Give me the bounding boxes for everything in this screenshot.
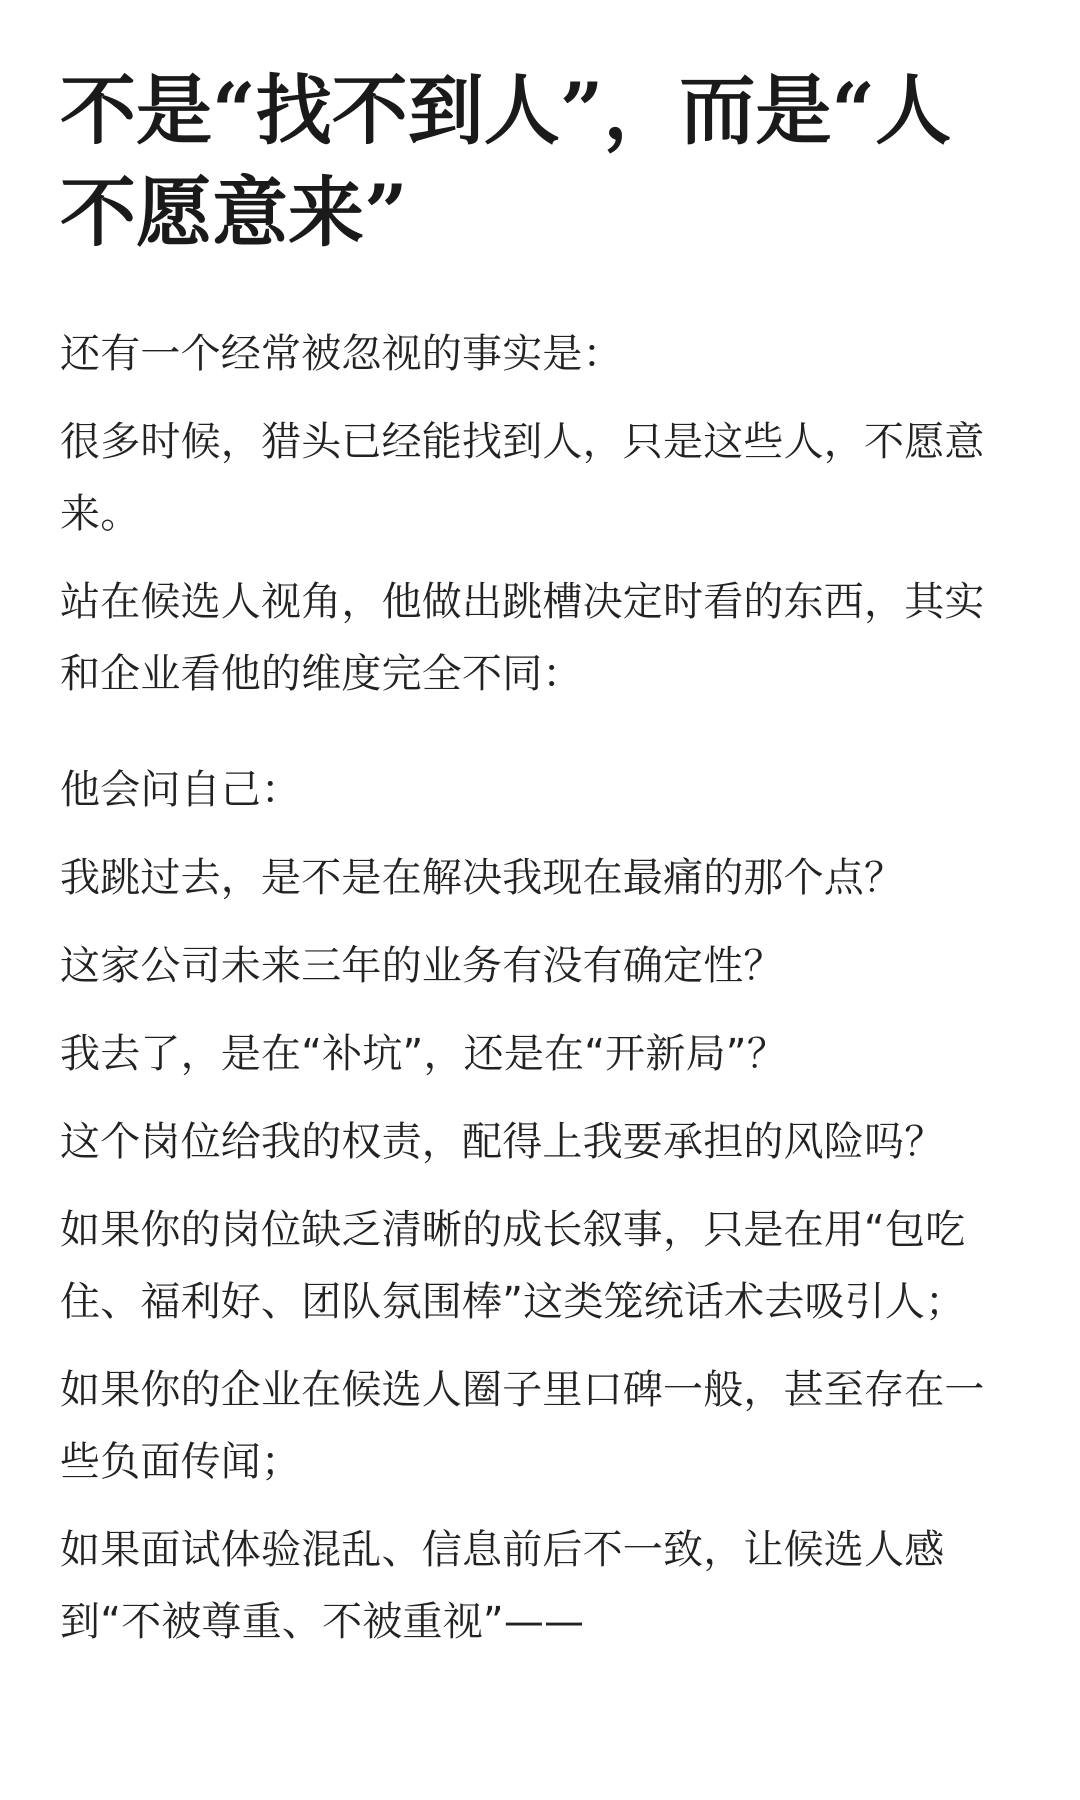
question-new-game: 我去了，是在“补坑”，还是在“开新局”？: [60, 1031, 787, 1077]
article-body: [60, 318, 1020, 1658]
paragraph-interview-experience: 如果面试体验混乱、信息前后不一致，让候选人感到“不被尊重、不被重视”——: [60, 1527, 945, 1645]
article-title: 不是“找不到人”，而是“人不愿意来”: [60, 66, 952, 257]
question-certainty: 这家公司未来三年的业务有没有确定性？: [60, 943, 784, 989]
question-pain-point: 我跳过去，是不是在解决我现在最痛的那个点？: [60, 855, 905, 901]
paragraph-ask-self: 他会问自己：: [60, 767, 302, 813]
question-risk: 这个岗位给我的权责，配得上我要承担的风险吗？: [60, 1119, 945, 1165]
paragraph-growth-story: 如果你的岗位缺乏清晰的成长叙事，只是在用“包吃住、福利好、团队氛围棒”这类笼统话术去吸引人；: [60, 1207, 966, 1325]
paragraph-intro: 还有一个经常被忽视的事实是：: [60, 331, 623, 377]
article: [60, 60, 1020, 1674]
paragraph-reputation: 如果你的企业在候选人圈子里口碑一般，甚至存在一些负面传闻；: [60, 1367, 985, 1485]
paragraph-candidate-view: 站在候选人视角，他做出跳槽决定时看的东西，其实和企业看他的维度完全不同：: [60, 579, 985, 697]
paragraph-fact: 很多时候，猎头已经能找到人，只是这些人，不愿意来。: [60, 419, 985, 537]
